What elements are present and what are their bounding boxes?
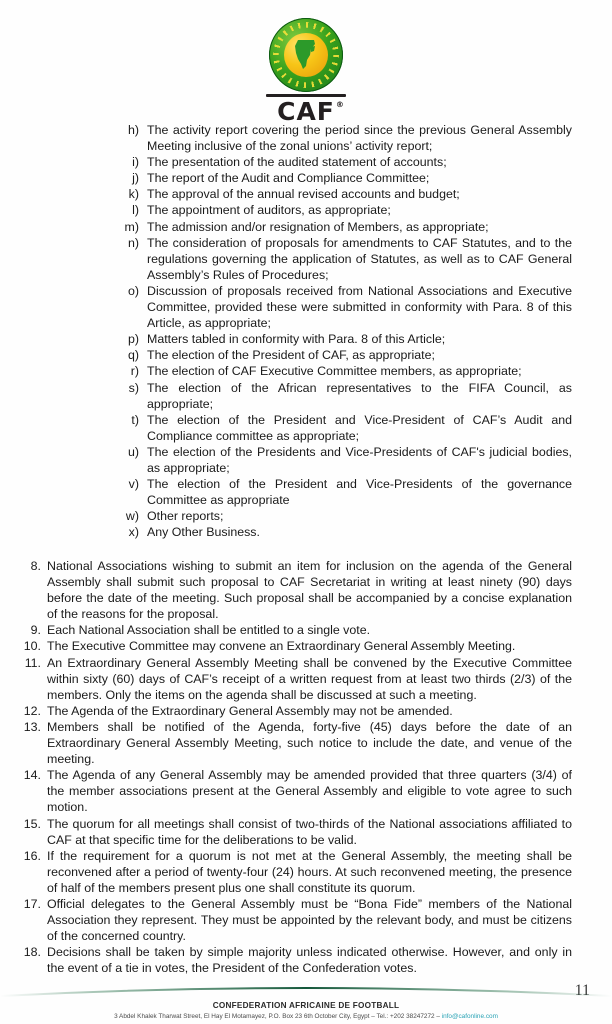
list-marker: p) [127, 332, 139, 347]
list-item [116, 347, 572, 363]
list-marker: v) [128, 477, 139, 492]
list-item-text: The Agenda of any General Assembly may be amended provided that three quarters (3/4) of the member associations present at the General Assembly and eligible to vote agree to such motion. [47, 768, 572, 815]
list-marker: 14. [23, 768, 41, 783]
list-item-text: If the requirement for a quorum is not met at the General Assembly, the meeting shall be reconvened after a period of twenty-four (24) hours. At such reconvened meeting, the presence of half of the members present plus one shall constitute its quorum. [47, 848, 572, 895]
list-item-text: The appointment of auditors, as appropriate; [147, 203, 391, 218]
list-item-text: Official delegates to the General Assembly must be “Bona Fide” members of the National Association they represent. They must be appointed by the relevant body, and must be citizens of the concerned country. [47, 896, 572, 944]
list-marker: r) [130, 364, 139, 379]
list-item [116, 508, 572, 524]
list-item-text: The Agenda of the Extraordinary General Assembly may not be amended. [47, 703, 453, 718]
list-marker: i) [132, 155, 139, 170]
list-marker: 15. [23, 816, 41, 831]
list-item-text: Members shall be notified of the Agenda, forty-five (45) days before the date of an Extraordinary General Assembly Meeting, such notice to include the date, and venue of the meeting. [47, 719, 572, 767]
list-item-text: The admission and/or resignation of Members, as appropriate; [147, 219, 489, 234]
footer-organization-name: CONFEDERATION AFRICAINE DE FOOTBALL [212, 1001, 400, 1010]
list-item-text: National Associations wishing to submit an item for inclusion on the agenda of the General Assembly shall submit such proposal to CAF Secretariat in writing at least ninety (90) days before the date of the meeting. Such proposal shall be accompanied by a concise explanation of the reasons for the proposal. [47, 559, 572, 622]
table-row [22, 848, 572, 896]
list-item-text: The report of the Audit and Compliance Committee; [147, 171, 430, 186]
list-marker: s) [128, 380, 139, 395]
list-marker: x) [128, 525, 139, 540]
table-row [22, 816, 572, 848]
list-item-text: The election of CAF Executive Committee members, as appropriate; [147, 364, 522, 379]
list-item-text: Other reports; [147, 509, 224, 524]
list-item-text: Discussion of proposals received from National Associations and Executive Committee, provided these were submitted in conformity with Para. 8 of this Article, as appropriate; [147, 283, 572, 331]
list-item-text: Decisions shall be taken by simple majority unless indicated otherwise. However, and only in the event of a tie in votes, the President of the Confederation votes. [47, 945, 572, 976]
list-item [116, 524, 572, 540]
list-item [116, 444, 572, 476]
list-item [116, 219, 572, 235]
list-item-text: Matters tabled in conformity with Para. 8 of this Article; [147, 332, 446, 347]
list-item-text: The quorum for all meetings shall consist of two-thirds of the National associations affiliated to CAF at that specific time for the deliberations to be valid. [47, 816, 572, 847]
list-item-text: Each National Association shall be entitled to a single vote. [47, 623, 371, 638]
footer-address-text: 3 Abdel Khalek Tharwat Street, El Hay El Motamayez, P.O. Box 23 6th October City, Egypt – Tel.: +202 38247272 – [114, 1013, 442, 1020]
table-row [22, 896, 572, 944]
list-marker: m) [124, 219, 139, 234]
list-marker: o) [127, 283, 139, 298]
list-item-text: The Executive Committee may convene an Extraordinary General Assembly Meeting. [47, 639, 516, 654]
table-row [22, 703, 572, 719]
table-row [22, 944, 572, 976]
logo-globe-africa [284, 33, 328, 77]
list-marker: 11. [24, 655, 41, 670]
list-marker: u) [127, 444, 139, 459]
table-row [22, 767, 572, 815]
numbered-clause-list [22, 558, 572, 976]
list-marker: 13. [23, 719, 41, 734]
list-item [116, 202, 572, 218]
table-row [22, 719, 572, 767]
table-row [22, 622, 572, 638]
logo-wordmark [277, 97, 345, 126]
list-marker: j) [132, 171, 139, 186]
page-footer [0, 982, 612, 1024]
page-number: 11 [574, 982, 590, 999]
list-marker: 10. [23, 639, 41, 654]
list-item-text: The election of the President and Vice-President of CAF’s Audit and Compliance committee as appropriate; [147, 412, 572, 443]
list-marker: w) [125, 509, 139, 524]
list-item-text: The presentation of the audited statement of accounts; [147, 155, 447, 170]
footer-address [0, 1013, 612, 1020]
lettered-agenda-list [116, 122, 572, 540]
logo-trademark-symbol: ® [335, 100, 345, 109]
list-item [116, 412, 572, 444]
list-item [116, 122, 572, 154]
list-item [116, 363, 572, 379]
list-marker: l) [132, 203, 139, 218]
list-item-text: The election of the Presidents and Vice-Presidents of CAF's judicial bodies, as appropriate; [147, 444, 572, 475]
list-item-text: The activity report covering the period since the previous General Assembly Meeting inclusive of the zonal unions’ activity report; [147, 123, 572, 154]
footer-email-link[interactable]: info@cafonline.com [441, 1013, 498, 1020]
list-item-text: The election of the President and Vice-Presidents of the governance Committee as appropriate [147, 477, 572, 508]
caf-emblem-icon [269, 18, 343, 92]
list-item [116, 170, 572, 186]
list-item [116, 476, 572, 508]
list-marker: q) [127, 348, 139, 363]
table-row [22, 558, 572, 622]
list-marker: 9. [30, 623, 41, 638]
list-item-text: An Extraordinary General Assembly Meeting shall be convened by the Executive Committee within sixty (60) days of CAF’s receipt of a written request from at least two thirds (2/3) of the members. Only the items on the agenda shall be discussed at such a meeting. [47, 655, 572, 702]
list-item-text: The election of the President of CAF, as appropriate; [147, 348, 435, 363]
list-marker: n) [127, 235, 139, 250]
list-marker: 16. [23, 848, 41, 863]
list-marker: t) [131, 412, 139, 427]
list-item-text: The approval of the annual revised accounts and budget; [147, 187, 460, 202]
list-item [116, 380, 572, 412]
list-marker: 18. [23, 945, 41, 960]
logo-wordmark-text: CAF [277, 97, 335, 126]
list-marker: h) [127, 123, 139, 137]
footer-divider-arc [0, 982, 612, 998]
list-item [116, 283, 572, 331]
list-item [116, 154, 572, 170]
list-item-text: Any Other Business. [147, 525, 260, 540]
list-item-text: The election of the African representatives to the FIFA Council, as appropriate; [147, 380, 572, 411]
table-row [22, 638, 572, 654]
list-marker: 17. [23, 896, 41, 911]
list-marker: 12. [23, 703, 41, 718]
list-item-text: The consideration of proposals for amendments to CAF Statutes, and to the regulations governing the application of Statutes, as well as to CAF General Assembly’s Rules of Procedures; [147, 235, 572, 282]
list-item [116, 186, 572, 202]
table-row [22, 655, 572, 703]
list-marker: 8. [30, 559, 41, 573]
list-marker: k) [128, 187, 139, 202]
list-item [116, 235, 572, 283]
list-item [116, 331, 572, 347]
caf-logo [0, 18, 612, 124]
